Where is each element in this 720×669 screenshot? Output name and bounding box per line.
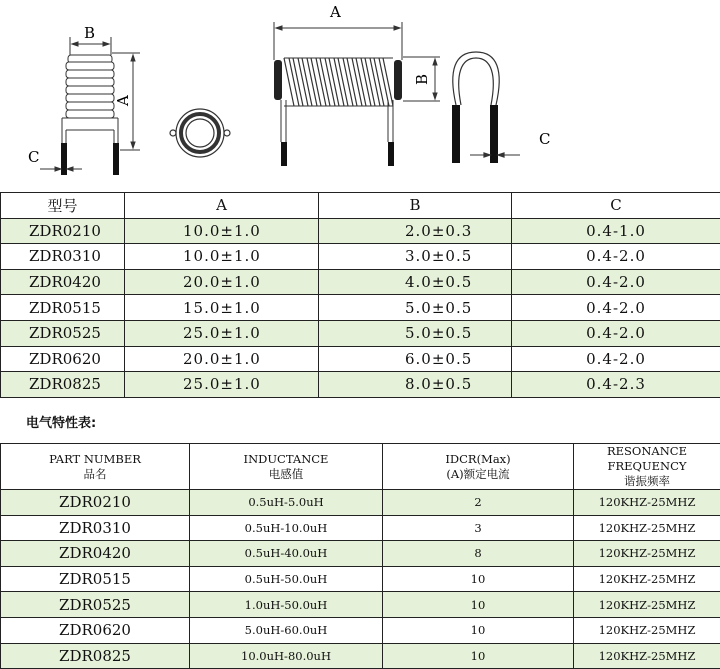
table-row (1, 295, 720, 321)
cell-inductance: 10.0uH-80.0uH (190, 643, 383, 669)
header-model: 型号 (1, 193, 125, 219)
cell-c: 0.4-2.0 (512, 295, 720, 321)
table-row (1, 372, 720, 398)
dimension-table (0, 192, 720, 398)
cell-frequency: 120KHZ-25MHZ (574, 617, 720, 643)
cell-b: 4.0±0.5 (319, 269, 512, 295)
cell-part: ZDR0525 (1, 320, 125, 346)
cell-inductance: 0.5uH-10.0uH (190, 515, 383, 541)
header-resonance-frequency (574, 444, 720, 490)
label-a-view3: A (329, 3, 341, 21)
header-en: INDUCTANCE (244, 452, 329, 466)
cell-c: 0.4-2.0 (512, 346, 720, 372)
cell-part: ZDR0210 (1, 218, 125, 244)
cell-frequency: 120KHZ-25MHZ (574, 515, 720, 541)
header-zh: 品名 (84, 467, 107, 481)
cell-b: 3.0±0.5 (319, 244, 512, 270)
cell-c: 0.4-2.0 (512, 244, 720, 270)
table-row (1, 515, 720, 541)
table-row (1, 592, 720, 618)
cell-inductance: 0.5uH-40.0uH (190, 541, 383, 567)
coil-end-view (452, 52, 520, 163)
label-c-view4: C (539, 130, 550, 148)
cell-part: ZDR0310 (1, 244, 125, 270)
cell-idcr: 10 (383, 643, 574, 669)
cell-inductance: 5.0uH-60.0uH (190, 617, 383, 643)
label-b-view1: B (84, 24, 95, 42)
horizontal-coil-view (274, 22, 440, 166)
cell-idcr: 2 (383, 490, 574, 516)
header-zh: 电感值 (269, 467, 304, 481)
cell-part: ZDR0620 (1, 346, 125, 372)
header-c: C (512, 193, 720, 219)
header-a: A (125, 193, 319, 219)
label-c-view1: C (28, 148, 39, 166)
table-row (1, 346, 720, 372)
cell-b: 8.0±0.5 (319, 372, 512, 398)
cell-part: ZDR0825 (1, 643, 190, 669)
header-en: PART NUMBER (49, 452, 141, 466)
header-zh: 谐振频率 (624, 474, 670, 488)
ring-top-view (170, 109, 230, 157)
table-row (1, 541, 720, 567)
table-row (1, 566, 720, 592)
cell-idcr: 8 (383, 541, 574, 567)
cell-idcr: 10 (383, 592, 574, 618)
cell-b: 5.0±0.5 (319, 320, 512, 346)
cell-part: ZDR0210 (1, 490, 190, 516)
cell-b: 6.0±0.5 (319, 346, 512, 372)
table-row (1, 269, 720, 295)
cell-inductance: 1.0uH-50.0uH (190, 592, 383, 618)
cell-frequency: 120KHZ-25MHZ (574, 541, 720, 567)
cell-a: 20.0±1.0 (125, 269, 319, 295)
cell-inductance: 0.5uH-50.0uH (190, 566, 383, 592)
cell-c: 0.4-2.3 (512, 372, 720, 398)
cell-part: ZDR0310 (1, 515, 190, 541)
header-b: B (319, 193, 512, 219)
cell-frequency: 120KHZ-25MHZ (574, 566, 720, 592)
cell-idcr: 10 (383, 617, 574, 643)
cell-c: 0.4-2.0 (512, 269, 720, 295)
header-part-number (1, 444, 190, 490)
electrical-table-title: 电气特性表: (26, 412, 96, 431)
cell-part: ZDR0825 (1, 372, 125, 398)
header-en: IDCR(Max) (445, 452, 510, 466)
table-row (1, 218, 720, 244)
cell-inductance: 0.5uH-5.0uH (190, 490, 383, 516)
electrical-header-row (1, 444, 720, 490)
cell-b: 5.0±0.5 (319, 295, 512, 321)
cell-frequency: 120KHZ-25MHZ (574, 592, 720, 618)
cell-part: ZDR0515 (1, 295, 125, 321)
cell-part: ZDR0620 (1, 617, 190, 643)
cell-b: 2.0±0.3 (319, 218, 512, 244)
label-a-view1: A (114, 95, 132, 107)
cell-a: 20.0±1.0 (125, 346, 319, 372)
table-row (1, 244, 720, 270)
dimension-header-row (1, 193, 720, 219)
cell-frequency: 120KHZ-25MHZ (574, 643, 720, 669)
cell-c: 0.4-2.0 (512, 320, 720, 346)
cell-idcr: 3 (383, 515, 574, 541)
header-idcr (383, 444, 574, 490)
cell-a: 25.0±1.0 (125, 372, 319, 398)
header-inductance (190, 444, 383, 490)
table-row (1, 490, 720, 516)
cell-a: 15.0±1.0 (125, 295, 319, 321)
cell-a: 10.0±1.0 (125, 244, 319, 270)
cell-a: 10.0±1.0 (125, 218, 319, 244)
cell-a: 25.0±1.0 (125, 320, 319, 346)
label-b-view3: B (413, 74, 431, 85)
table-row (1, 617, 720, 643)
cell-idcr: 10 (383, 566, 574, 592)
table-row (1, 320, 720, 346)
cell-frequency: 120KHZ-25MHZ (574, 490, 720, 516)
header-en: RESONANCE FREQUENCY (607, 444, 687, 473)
dimension-drawings (0, 0, 720, 192)
header-zh: (A)额定电流 (446, 467, 509, 481)
cell-part: ZDR0525 (1, 592, 190, 618)
cell-part: ZDR0420 (1, 269, 125, 295)
cell-c: 0.4-1.0 (512, 218, 720, 244)
electrical-table (0, 443, 720, 669)
cell-part: ZDR0420 (1, 541, 190, 567)
cell-part: ZDR0515 (1, 566, 190, 592)
